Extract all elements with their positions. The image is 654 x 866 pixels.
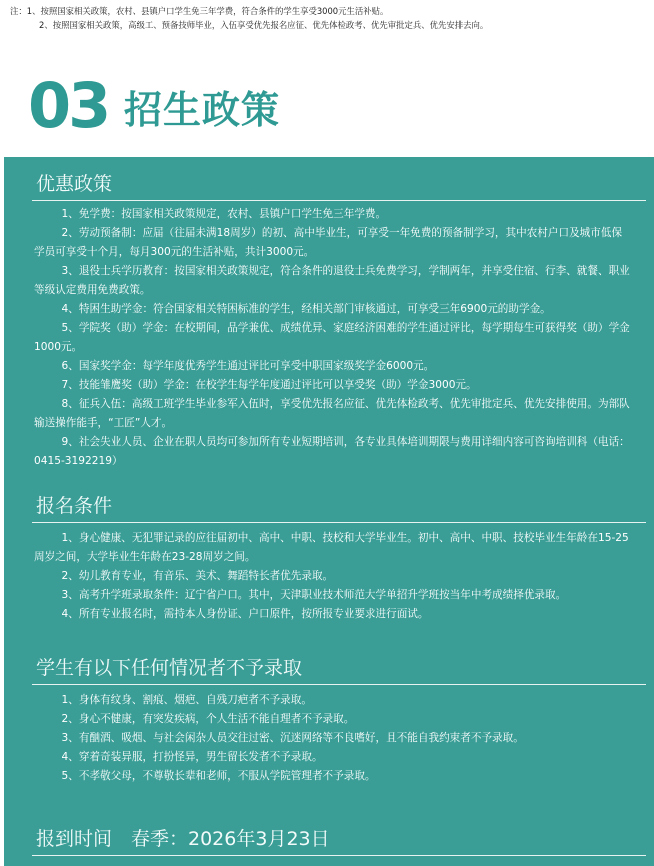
rejection-item: 2、身心不健康，有突发疾病，个人生活不能自理者不予录取。: [61, 713, 355, 725]
requirement-item: 3、高考升学班录取条件：辽宁省户口。其中，天津职业技术师范大学单招升学班按当年中考成绩择优录取。: [61, 589, 567, 601]
requirements-heading: 报名条件: [36, 495, 113, 517]
benefit-item: 4、特困生助学金：符合国家相关特困标准的学生，经相关部门审核通过，可享受三年6900元的助学金。: [61, 303, 551, 315]
rejections-divider: [32, 684, 646, 685]
benefit-item: 2、劳动预备制：应届（往届未满18周岁）的初、高中毕业生，可享受一年免费的预备制学习，其中农村户口及城市低保学员可享受十个月，每月300元的生活补贴，共计3000元。: [34, 227, 623, 258]
benefit-item: 3、退役士兵学历教育：按国家相关政策规定，符合条件的退役士兵免费学习，学制两年，并享受住宿、行李、就餐、职业等级认定费用免费政策。: [34, 265, 630, 296]
benefit-item: 5、学院奖（助）学金：在校期间，品学兼优、成绩优异、家庭经济困难的学生通过评比，每学期每生可获得奖（助）学金1000元。: [34, 322, 630, 353]
rejections-list: [34, 691, 632, 786]
requirements-list: [34, 529, 632, 624]
rejection-item: 4、穿着奇装异服，打扮怪异，男生留长发者不予录取。: [61, 751, 323, 763]
benefits-divider: [32, 200, 646, 201]
requirements-divider: [32, 522, 646, 523]
rejection-item: 5、不孝敬父母，不尊敬长辈和老师，不服从学院管理者不予录取。: [61, 770, 376, 782]
section-number: 03: [28, 69, 109, 142]
benefit-item: 6、国家奖学金：每学年度优秀学生通过评比可享受中职国家级奖学金6000元。: [61, 360, 435, 372]
footnote-block: [10, 4, 646, 32]
benefit-item: 9、社会失业人员、企业在职人员均可参加所有专业短期培训，各专业具体培训期限与费用详细内容可咨询培训科（电话：0415-3192219）: [34, 436, 630, 467]
registration-divider: [32, 855, 646, 856]
footnote-line-1: 注：1、按照国家相关政策，农村、县镇户口学生免三年学费，符合条件的学生享受3000元生活补贴。: [10, 6, 389, 16]
benefit-item: 1、免学费：按国家相关政策规定，农村、县镇户口学生免三年学费。: [61, 208, 387, 220]
benefits-heading: 优惠政策: [36, 173, 113, 195]
rejection-item: 1、身体有纹身、割痕、烟疤、自残刀疤者不予录取。: [61, 694, 312, 706]
rejections-heading: 学生有以下任何情况者不予录取: [36, 657, 303, 679]
requirement-item: 1、身心健康、无犯罪记录的应往届初中、高中、中职、技校和大学毕业生。初中、高中、中职、技校毕业生年龄在15-25周岁之间，大学毕业生年龄在23-28周岁之间。: [34, 532, 629, 563]
benefits-list: [34, 205, 632, 471]
requirement-item: 2、幼儿教育专业，有音乐、美术、舞蹈特长者优先录取。: [61, 570, 334, 582]
benefit-item: 7、技能雏鹰奖（助）学金：在校学生每学年度通过评比可以享受奖（助）学金3000元。: [61, 379, 477, 391]
benefit-item: 8、征兵入伍：高级工班学生毕业参军入伍时，享受优先报名应征、优先体检政考、优先审批定兵、优先安排使用。为部队输送操作能手，“工匠”人才。: [34, 398, 630, 429]
requirement-item: 4、所有专业报名时，需持本人身份证、户口原件，按所报专业要求进行面试。: [61, 608, 429, 620]
footnote-line-2: 2、按照国家相关政策，高级工、预备技师毕业，入伍享受优先报名应征、优先体检政考、优先审批定兵、优先安排去向。: [39, 20, 489, 30]
policy-panel: [4, 157, 654, 866]
rejection-item: 3、有酗酒、吸烟、与社会闲杂人员交往过密、沉迷网络等不良嗜好，且不能自我约束者不予录取。: [61, 732, 524, 744]
registration-heading: 报到时间 春季：2026年3月23日: [36, 828, 330, 850]
section-heading: 招生政策: [124, 88, 281, 132]
